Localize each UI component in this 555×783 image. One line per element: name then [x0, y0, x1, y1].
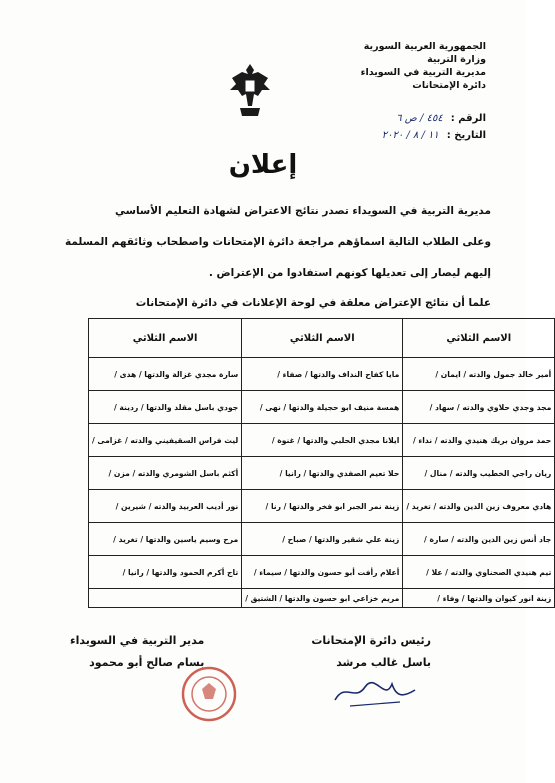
- header-line: وزارة التربية: [427, 54, 486, 65]
- student-cell: ريان راجي الخطيب والدته / منال /: [403, 457, 555, 490]
- student-cell: زينة نمر الجبر ابو فخر والدتها / رنا /: [242, 490, 403, 523]
- column-header: الاسم الثلاثي: [403, 319, 555, 358]
- head-title: رئيس دائرة الإمتحانات: [311, 634, 431, 647]
- handwritten-signature-icon: [330, 672, 420, 712]
- student-cell: نور أديب العربيد والدته / شيرين /: [89, 490, 242, 523]
- table-row: [89, 490, 555, 523]
- header-line: الجمهورية العربية السورية: [363, 41, 486, 52]
- eagle-emblem-icon: [228, 60, 272, 120]
- student-cell: تاج أكرم الحمود والدتها / رانيا /: [89, 556, 242, 589]
- student-cell: [89, 589, 242, 608]
- student-cell: حمد مروان بريك هنيدي والدته / نداء /: [403, 424, 555, 457]
- student-cell: حلا تعيم الصفدي والدتها / رانيا /: [242, 457, 403, 490]
- date-label: التاريخ :: [446, 130, 486, 141]
- student-cell: زينة انور كيوان والدتها / وفاء /: [403, 589, 555, 608]
- table-row: [89, 523, 555, 556]
- table-row: [89, 556, 555, 589]
- table-row: [89, 391, 555, 424]
- student-cell: همسة منيف ابو حجيلة والدتها / نهى /: [242, 391, 403, 424]
- body-line: وعلى الطلاب التالية اسماؤهم مراجعة دائرة الإمتحانات واصطحاب وثائقهم المسلمة: [64, 236, 491, 248]
- student-cell: هادي معروف زين الدين والدته / تغريد /: [403, 490, 555, 523]
- head-name: باسل غالب مرشد: [336, 656, 431, 669]
- header-line: مديرية التربية في السويداء: [360, 67, 486, 78]
- issuer-header: [336, 40, 486, 92]
- body-line: مديرية التربية في السويداء تصدر نتائج الاعتراض لشهادة التعليم الأساسي: [115, 205, 491, 217]
- student-cell: مريم خزاعي ابو حسون والدتها / الشتيق /: [242, 589, 403, 608]
- director-title: مدير التربية في السويداء: [70, 634, 205, 647]
- student-cell: زينة علي شقير والدتها / صباح /: [242, 523, 403, 556]
- director-name: بسام صالح أبو محمود: [89, 656, 205, 669]
- date-value: ١١ / ٨ / ٢٠٢٠: [381, 130, 439, 141]
- student-cell: أعلام رأفت أبو حسون والدتها / سيماء /: [242, 556, 403, 589]
- head-signature-block: [311, 630, 431, 674]
- student-cell: مايا كفاح النداف والدتها / صفاء /: [242, 358, 403, 391]
- student-cell: جودي باسل مقلد والدتها / ردينة /: [89, 391, 242, 424]
- announcement-title: إعلان: [228, 150, 298, 180]
- header-line: دائرة الإمتحانات: [412, 80, 486, 91]
- student-cell: مجد وجدي حلاوي والدته / سهاد /: [403, 391, 555, 424]
- student-cell: سارة مجدي غزالة والدتها / هدى /: [89, 358, 242, 391]
- official-stamp-icon: [180, 665, 238, 723]
- column-header: الاسم الثلاثي: [242, 319, 403, 358]
- student-cell: ليث فراس السقيفيني والدته / غزامى /: [89, 424, 242, 457]
- student-cell: أكثم باسل الشومري والدته / مزن /: [89, 457, 242, 490]
- student-cell: مرح وسيم ياسين والدتها / تغريد /: [89, 523, 242, 556]
- table-row: [89, 424, 555, 457]
- body-line: علما أن نتائج الإعتراض معلقة في لوحة الإعلانات في دائرة الإمتحانات: [135, 297, 491, 309]
- column-header: الاسم الثلاثي: [89, 319, 242, 358]
- student-cell: ايلانا مجدي الحلبي والدتها / غنوة /: [242, 424, 403, 457]
- table-row: [89, 457, 555, 490]
- student-cell: جاد أنس زين الدين والدته / سارة /: [403, 523, 555, 556]
- table-row: [89, 589, 555, 608]
- number-label: الرقم :: [450, 113, 486, 124]
- table-row: [89, 358, 555, 391]
- students-table: [88, 318, 555, 608]
- student-cell: تيم هنيدي الصحناوي والدته / علا /: [403, 556, 555, 589]
- body-line: إليهم ليصار إلى تعديلها كونهم استفادوا من الإعتراض .: [208, 267, 491, 279]
- student-cell: أمير خالد جمول والدته / ايمان /: [403, 358, 555, 391]
- reference-block: [382, 110, 486, 144]
- table-header-row: [89, 319, 555, 358]
- number-value: ٤٥٤ / ص ٦: [396, 113, 443, 124]
